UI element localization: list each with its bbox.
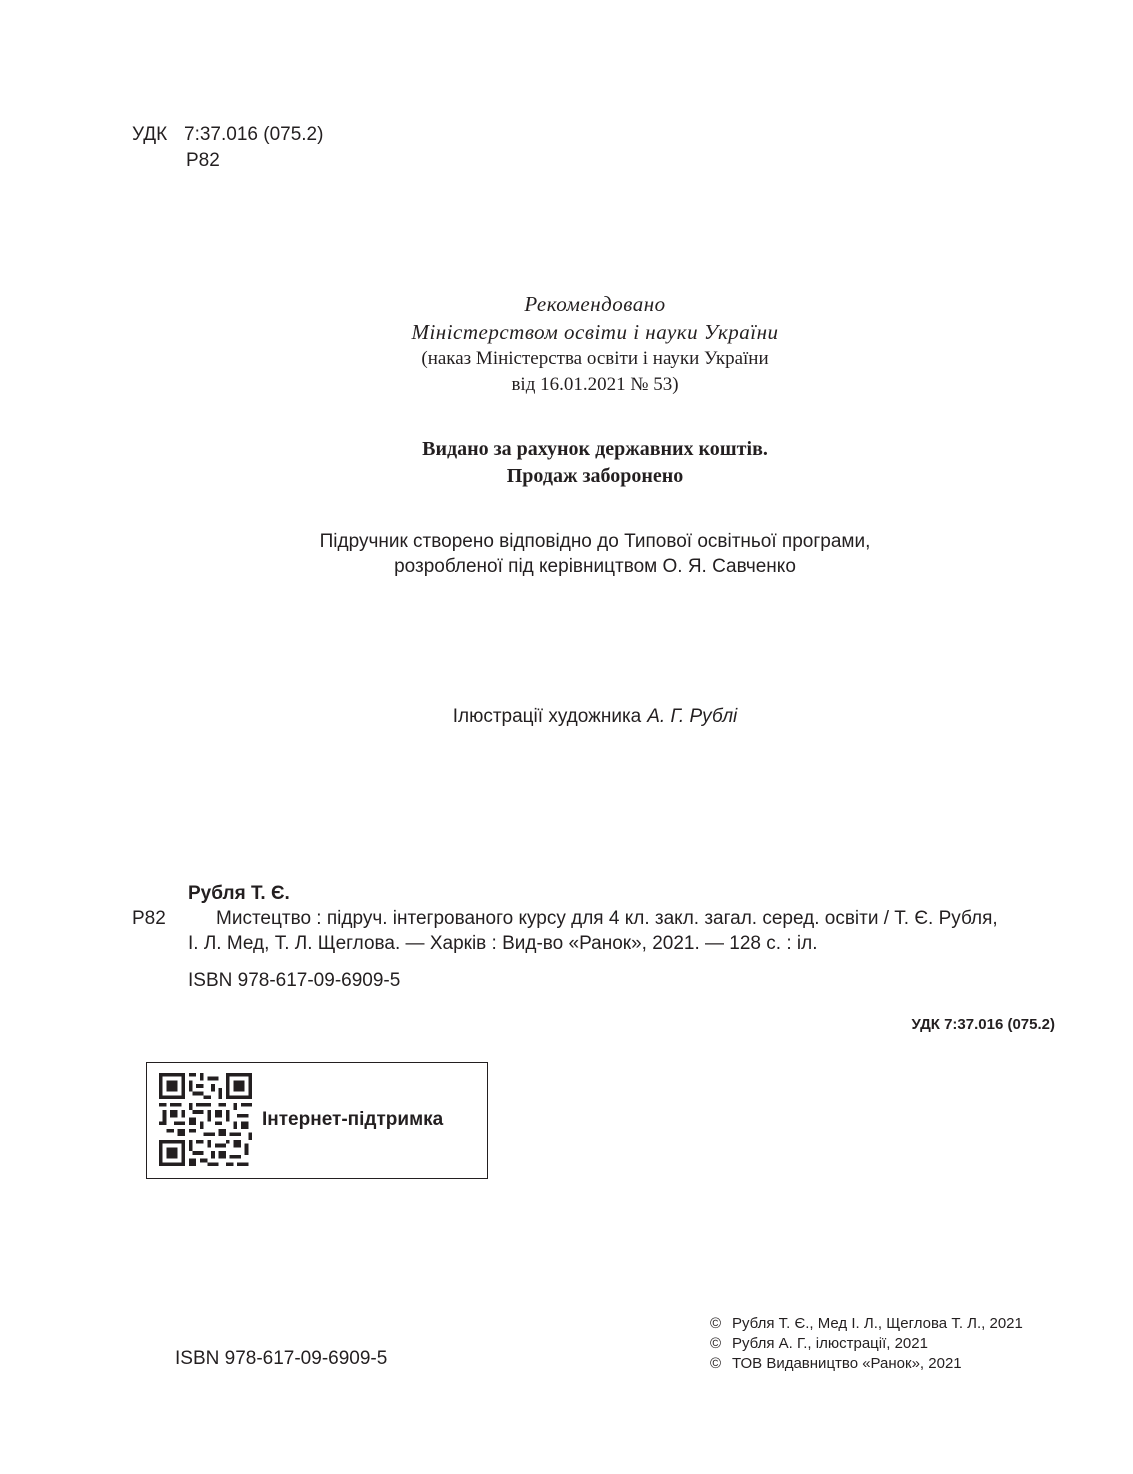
biblio-author: Рубля Т. Є. bbox=[188, 883, 290, 904]
internet-support-box[interactable] bbox=[146, 1062, 488, 1179]
copyright-symbol: © bbox=[710, 1355, 722, 1372]
udk-bottom: УДК 7:37.016 (075.2) bbox=[911, 1016, 1055, 1033]
copyright-block bbox=[710, 1314, 1023, 1374]
recommendation-line2: Міністерством освіти і науки України bbox=[411, 320, 779, 344]
udk-code: 7:37.016 (075.2) bbox=[184, 124, 324, 145]
program-notice bbox=[0, 529, 1133, 579]
illustrations-artist: А. Г. Рублі bbox=[647, 706, 738, 727]
biblio-description-line1: Мистецтво : підруч. інтегрованого курсу для 4 кл. закл. загал. серед. освіти / Т. Є. Рубля, bbox=[216, 908, 998, 929]
biblio-code: Р82 bbox=[132, 908, 166, 929]
qr-code-icon[interactable] bbox=[159, 1073, 252, 1166]
program-line2: розробленої під керівництвом О. Я. Савченко bbox=[394, 556, 796, 577]
udk-top-block bbox=[132, 122, 323, 174]
biblio-description-line2: І. Л. Мед, Т. Л. Щеглова. — Харків : Вид-во «Ранок», 2021. — 128 с. : іл. bbox=[188, 933, 818, 954]
copyright-line bbox=[710, 1314, 1023, 1334]
copyright-text: Рубля А. Г., ілюстрації, 2021 bbox=[732, 1335, 928, 1352]
biblio-isbn: ISBN 978-617-09-6909-5 bbox=[188, 970, 401, 991]
state-funds-line1: Видано за рахунок державних коштів. bbox=[422, 438, 768, 460]
recommendation-order-line1: (наказ Міністерства освіти і науки України bbox=[421, 348, 769, 369]
udk-label: УДК bbox=[132, 124, 168, 145]
copyright-line bbox=[710, 1334, 1023, 1354]
state-funds-notice bbox=[0, 436, 1133, 490]
isbn-bottom: ISBN 978-617-09-6909-5 bbox=[175, 1348, 388, 1369]
copyright-symbol: © bbox=[710, 1335, 722, 1352]
internet-support-label[interactable]: Інтернет-підтримка bbox=[262, 1109, 444, 1130]
ministry-recommendation bbox=[0, 290, 1133, 398]
recommendation-order-line2: від 16.01.2021 № 53) bbox=[511, 374, 679, 395]
state-funds-line2: Продаж заборонено bbox=[506, 465, 684, 487]
program-line1: Підручник створено відповідно до Типової освітньої програми, bbox=[319, 531, 871, 552]
udk-code-secondary: Р82 bbox=[186, 150, 220, 171]
copyright-text: ТОВ Видавництво «Ранок», 2021 bbox=[732, 1355, 962, 1372]
copyright-symbol: © bbox=[710, 1315, 722, 1332]
illustrations-label: Ілюстрації художника bbox=[452, 706, 642, 727]
copyright-line bbox=[710, 1354, 1023, 1374]
illustrations-credit bbox=[0, 706, 1133, 728]
recommendation-line1: Рекомендовано bbox=[524, 292, 666, 316]
copyright-text: Рубля Т. Є., Мед І. Л., Щеглова Т. Л., 2021 bbox=[732, 1315, 1023, 1332]
bibliographic-record bbox=[132, 881, 1062, 993]
